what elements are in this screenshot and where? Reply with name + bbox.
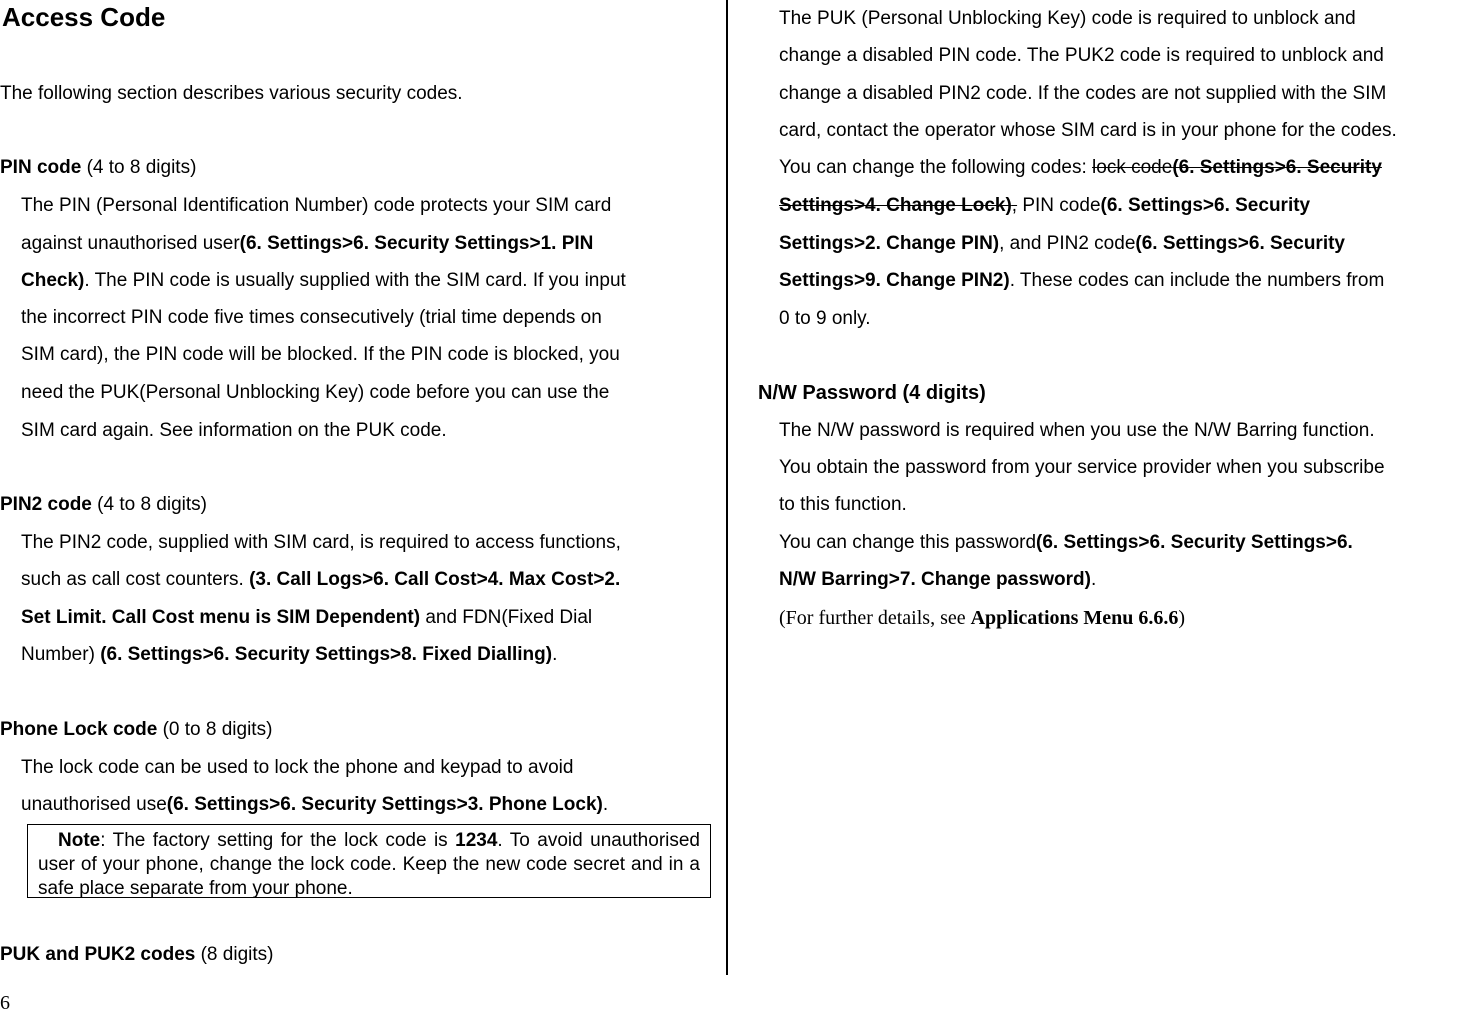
puk-text-4: card, contact the operator whose SIM card is in your phone for the codes.: [779, 120, 1397, 141]
pin-heading-line: [0, 155, 196, 181]
puk-text-2: change a disabled PIN code. The PUK2 code is required to unblock and: [779, 45, 1384, 66]
phonelock-heading-line: [0, 717, 272, 743]
pin-text-2: against unauthorised user(6. Settings>6. Security Settings>1. PIN: [21, 233, 594, 254]
phonelock-heading: Phone Lock code: [0, 719, 158, 740]
nw-text-4: You can change this password(6. Settings>6. Security Settings>6.: [779, 532, 1353, 553]
phonelock-digits: (0 to 8 digits): [157, 719, 273, 740]
pin-text-3: Check). The PIN code is usually supplied with the SIM card. If you input: [21, 270, 626, 291]
puk-text-7: Settings>2. Change PIN), and PIN2 code(6. Settings>6. Security: [779, 233, 1345, 254]
nw-text-1: The N/W password is required when you use the N/W Barring function.: [779, 420, 1375, 441]
intro-text: The following section describes various security codes.: [0, 83, 463, 104]
nw-text-3: to this function.: [779, 494, 907, 515]
pin2-text-3: Set Limit. Call Cost menu is SIM Dependent) and FDN(Fixed Dial: [21, 607, 593, 628]
pin2-heading-line: [0, 492, 207, 518]
pin2-text-1: The PIN2 code, supplied with SIM card, is required to access functions,: [21, 532, 621, 553]
pin-text-5: SIM card), the PIN code will be blocked. If the PIN code is blocked, you: [21, 344, 620, 365]
pin-text-4: the incorrect PIN code five times consecutively (trial time depends on: [21, 307, 602, 328]
pin-text-7: SIM card again. See information on the PUK code.: [21, 420, 447, 441]
pin-heading: PIN code: [0, 157, 82, 178]
note-code: 1234: [455, 830, 498, 851]
phonelock-text-2: unauthorised use(6. Settings>6. Security Settings>3. Phone Lock).: [21, 794, 609, 815]
puk-text-9: 0 to 9 only.: [779, 308, 871, 329]
pin2-digits: (4 to 8 digits): [91, 494, 207, 515]
pin2-text-2: such as call cost counters. (3. Call Logs>6. Call Cost>4. Max Cost>2.: [21, 569, 621, 590]
pin2-heading: PIN2 code: [0, 494, 92, 515]
nw-text-2: You obtain the password from your service provider when you subscribe: [779, 457, 1385, 478]
pin-text-1: The PIN (Personal Identification Number) code protects your SIM card: [21, 195, 612, 216]
puk-text-6: Settings>4. Change Lock), PIN code(6. Settings>6. Security: [779, 195, 1311, 216]
puk-text-5: You can change the following codes: lock code(6. Settings>6. Security: [779, 157, 1382, 178]
phonelock-text-1: The lock code can be used to lock the phone and keypad to avoid: [21, 757, 574, 778]
puk-text-3: change a disabled PIN2 code. If the codes are not supplied with the SIM: [779, 83, 1387, 104]
pin-text-6: need the PUK(Personal Unblocking Key) code before you can use the: [21, 382, 610, 403]
puk-text-1: The PUK (Personal Unblocking Key) code is required to unblock and: [779, 8, 1356, 29]
pin-digits: (4 to 8 digits): [81, 157, 197, 178]
nw-text-5: N/W Barring>7. Change password).: [779, 569, 1097, 590]
nw-text-6: (For further details, see Applications Menu 6.6.6): [779, 607, 1186, 629]
applications-menu-reference: Applications Menu 6.6.6: [970, 607, 1179, 629]
page-title: Access Code: [2, 2, 166, 32]
note-box: Note: The factory setting for the lock code is 1234. To avoid unauthorised user of your phone, change the lock code. Keep the new code secret and in a safe place separate from your phone.: [27, 824, 711, 898]
puk-digits: (8 digits): [195, 944, 274, 965]
pin2-text-4: Number) (6. Settings>6. Security Settings>8. Fixed Dialling).: [21, 644, 558, 665]
note-label: Note: [58, 830, 101, 851]
puk-heading: PUK and PUK2 codes: [0, 944, 196, 965]
nw-heading: N/W Password (4 digits): [758, 382, 986, 404]
page-number: 6: [0, 992, 10, 1014]
column-divider: [726, 0, 728, 975]
puk-heading-line: [0, 942, 273, 968]
puk-text-8: Settings>9. Change PIN2). These codes can include the numbers from: [779, 270, 1385, 291]
